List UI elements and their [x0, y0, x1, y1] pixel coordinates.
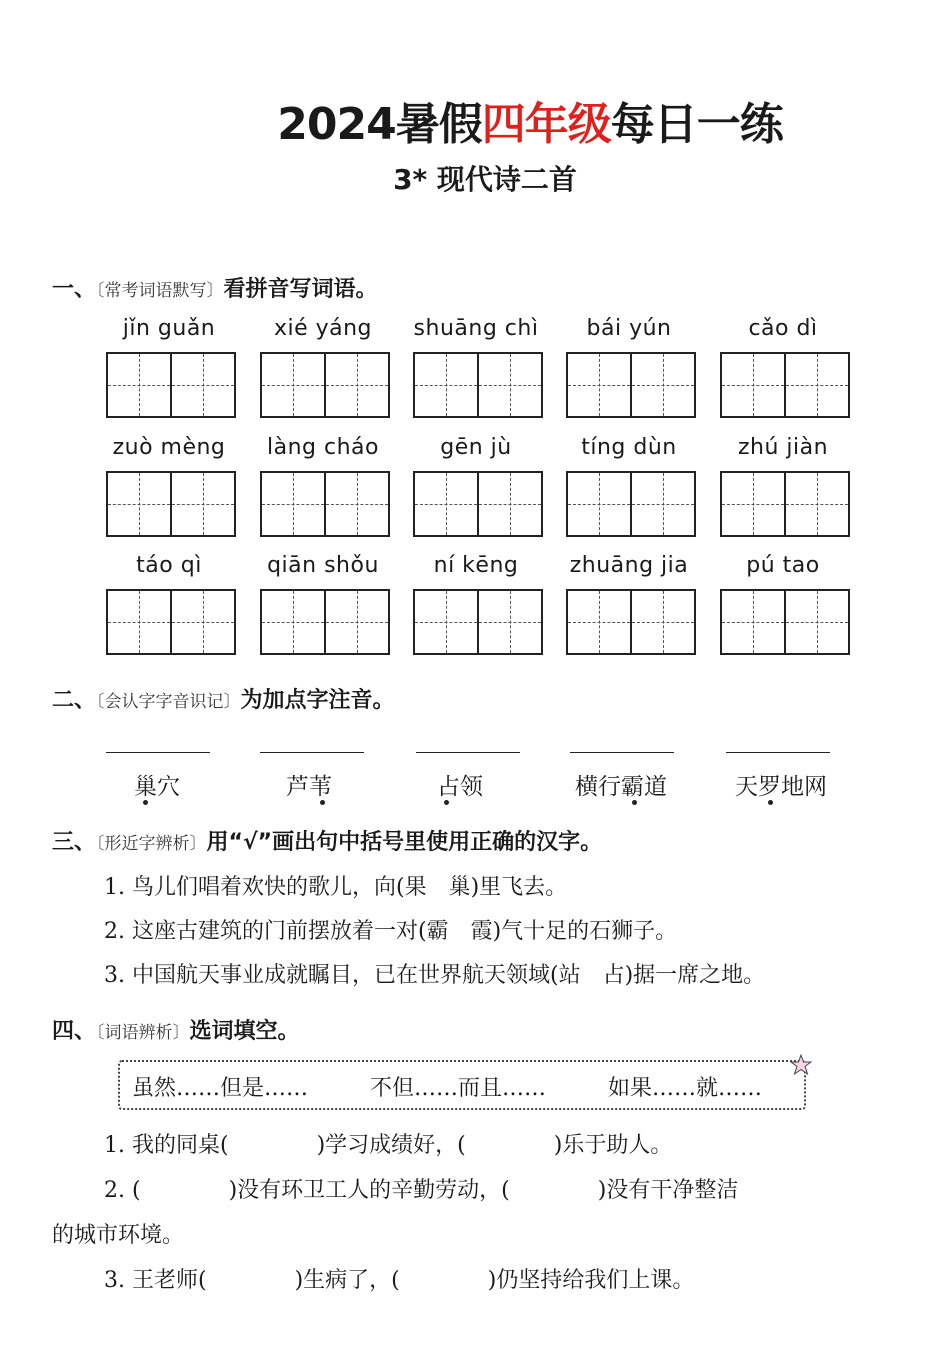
- tianzige-cell[interactable]: [630, 473, 694, 535]
- pinyin-label: bái yún: [586, 316, 672, 341]
- tianzige-cell[interactable]: [784, 473, 848, 535]
- section4-number: 四、: [52, 1019, 97, 1044]
- pinyin-label: qiān shǒu: [267, 553, 379, 578]
- writing-box[interactable]: [566, 589, 696, 655]
- tianzige-cell[interactable]: [324, 473, 388, 535]
- section2-tag: 〔会认字字音识记〕: [96, 692, 241, 712]
- title-daily: 每日一练: [610, 99, 783, 150]
- writing-box[interactable]: [720, 352, 850, 418]
- question-item: 1. 我的同桌( )学习成绩好，( )乐于助人。: [104, 1133, 673, 1158]
- pinyin-label: zhú jiàn: [737, 435, 829, 460]
- section2-number: 二、: [52, 688, 97, 713]
- answer-line[interactable]: [570, 752, 674, 753]
- tianzige-cell[interactable]: [170, 473, 234, 535]
- question-item: 2. 这座古建筑的门前摆放着一对(霸 霞)气十足的石狮子。: [104, 919, 678, 944]
- emphasis-dot: [143, 800, 148, 805]
- tianzige-cell[interactable]: [568, 473, 630, 535]
- pinyin-label: gēn jù: [440, 435, 512, 460]
- tianzige-cell[interactable]: [722, 354, 784, 416]
- word-item: 巢穴: [134, 774, 180, 800]
- title-grade: 四年级: [481, 99, 611, 150]
- section1-number: 一、: [52, 277, 97, 302]
- pinyin-label: pú tao: [746, 553, 820, 578]
- word-item: 占领: [437, 774, 483, 800]
- question-item: 1. 鸟儿们唱着欢快的歌儿，向(果 巢)里飞去。: [104, 875, 568, 900]
- section2-heading: [52, 683, 395, 714]
- tianzige-cell[interactable]: [324, 354, 388, 416]
- tianzige-cell[interactable]: [170, 354, 234, 416]
- writing-box[interactable]: [106, 352, 236, 418]
- section3-number: 三、: [52, 830, 97, 855]
- word-options-box: [118, 1060, 806, 1110]
- writing-box[interactable]: [413, 352, 543, 418]
- answer-line[interactable]: [260, 752, 364, 753]
- pinyin-label: tíng dùn: [581, 435, 677, 460]
- tianzige-cell[interactable]: [108, 354, 170, 416]
- pinyin-label: zuò mèng: [112, 435, 226, 460]
- section2-instruction: 为加点字注音。: [240, 688, 395, 713]
- word-option: 不但……而且……: [370, 1076, 547, 1101]
- question-item: 2. ( )没有环卫工人的辛勤劳动，( )没有干净整洁: [104, 1178, 739, 1203]
- page-title: [0, 88, 950, 152]
- answer-line[interactable]: [726, 752, 830, 753]
- tianzige-cell[interactable]: [415, 591, 477, 653]
- tianzige-cell[interactable]: [108, 591, 170, 653]
- star-icon: [790, 1054, 812, 1076]
- section3-tag: 〔形近字辨析〕: [96, 834, 207, 854]
- tianzige-cell[interactable]: [477, 354, 541, 416]
- pinyin-label: xié yáng: [273, 316, 373, 341]
- tianzige-cell[interactable]: [108, 473, 170, 535]
- section1-heading: [52, 272, 378, 303]
- tianzige-cell[interactable]: [568, 591, 630, 653]
- emphasis-dot: [768, 800, 773, 805]
- tianzige-cell[interactable]: [324, 591, 388, 653]
- writing-box[interactable]: [720, 589, 850, 655]
- section3-heading: [52, 825, 602, 856]
- writing-box[interactable]: [106, 589, 236, 655]
- tianzige-cell[interactable]: [262, 473, 324, 535]
- writing-box[interactable]: [413, 471, 543, 537]
- pinyin-label: shuāng chì: [413, 316, 539, 341]
- tianzige-cell[interactable]: [477, 473, 541, 535]
- tianzige-cell[interactable]: [477, 591, 541, 653]
- tianzige-cell[interactable]: [630, 591, 694, 653]
- emphasis-dot: [444, 800, 449, 805]
- word-option: 如果……就……: [608, 1076, 763, 1101]
- tianzige-cell[interactable]: [415, 473, 477, 535]
- tianzige-cell[interactable]: [262, 591, 324, 653]
- word-item: 天罗地网: [735, 774, 827, 800]
- word-option: 虽然……但是……: [132, 1076, 309, 1101]
- section1-tag: 〔常考词语默写〕: [96, 281, 224, 301]
- answer-line[interactable]: [106, 752, 210, 753]
- tianzige-cell[interactable]: [170, 591, 234, 653]
- word-item: 芦苇: [286, 774, 332, 800]
- tianzige-cell[interactable]: [262, 354, 324, 416]
- pinyin-label: táo qì: [136, 553, 202, 578]
- writing-box[interactable]: [260, 352, 390, 418]
- question-item: 3. 中国航天事业成就瞩目，已在世界航天领域(站 占)据一席之地。: [104, 963, 766, 988]
- tianzige-cell[interactable]: [630, 354, 694, 416]
- writing-box[interactable]: [260, 471, 390, 537]
- section4-instruction: 选词填空。: [189, 1019, 300, 1044]
- title-year: 2024暑假: [277, 99, 482, 150]
- pinyin-label: jǐn guǎn: [122, 316, 216, 341]
- writing-box[interactable]: [106, 471, 236, 537]
- writing-box[interactable]: [566, 471, 696, 537]
- tianzige-cell[interactable]: [722, 473, 784, 535]
- tianzige-cell[interactable]: [568, 354, 630, 416]
- tianzige-cell[interactable]: [784, 591, 848, 653]
- emphasis-dot: [632, 800, 637, 805]
- pinyin-label: zhuāng jia: [569, 553, 689, 578]
- pinyin-label: làng cháo: [267, 435, 379, 460]
- section3-instruction: 用“√”画出句中括号里使用正确的汉字。: [206, 830, 603, 855]
- answer-line[interactable]: [416, 752, 520, 753]
- tianzige-cell[interactable]: [415, 354, 477, 416]
- emphasis-dot: [320, 800, 325, 805]
- word-item: 横行霸道: [575, 774, 667, 800]
- tianzige-cell[interactable]: [722, 591, 784, 653]
- question-item: 3. 王老师( )生病了，( )仍坚持给我们上课。: [104, 1268, 695, 1293]
- lesson-title: 3* 现代诗二首: [393, 163, 577, 196]
- question-item-continued: 的城市环境。: [52, 1223, 185, 1248]
- writing-box[interactable]: [260, 589, 390, 655]
- writing-box[interactable]: [720, 471, 850, 537]
- pinyin-label: cǎo dì: [748, 316, 818, 341]
- section1-instruction: 看拼音写词语。: [223, 277, 378, 302]
- pinyin-label: ní kēng: [433, 553, 519, 578]
- section4-tag: 〔词语辨析〕: [96, 1023, 190, 1043]
- section4-heading: [52, 1014, 300, 1045]
- writing-box[interactable]: [566, 352, 696, 418]
- writing-box[interactable]: [413, 589, 543, 655]
- tianzige-cell[interactable]: [784, 354, 848, 416]
